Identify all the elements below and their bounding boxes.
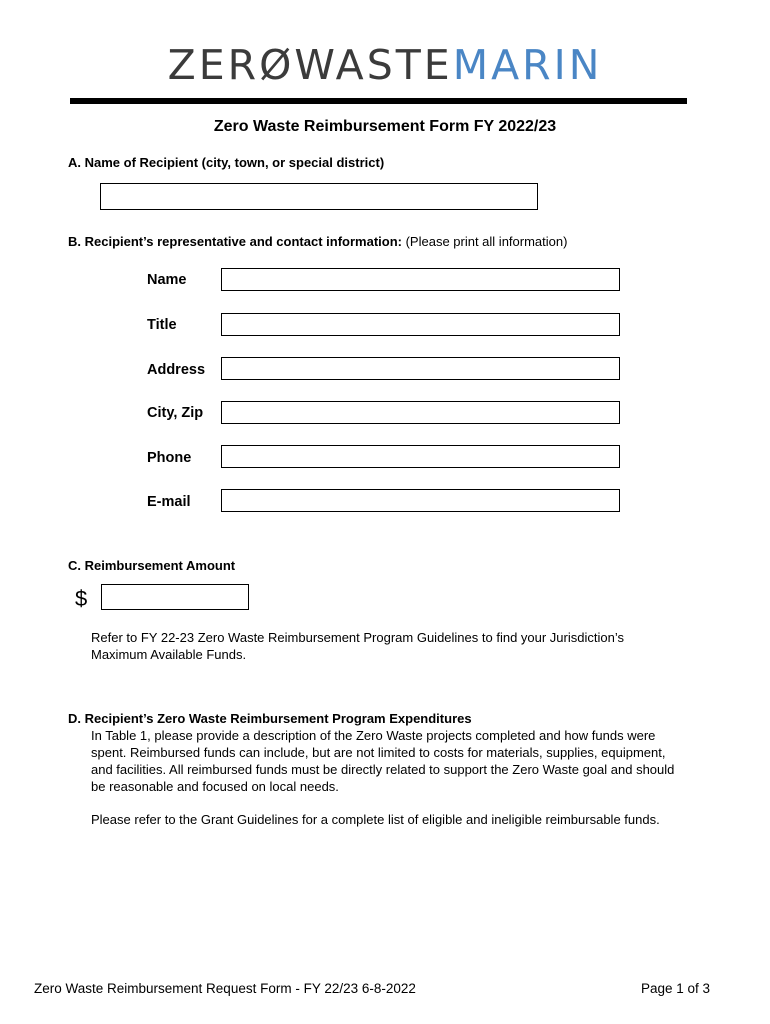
zero-waste-marin-logo (0, 42, 770, 88)
section-d-line: spent. Reimbursed funds can include, but are not limited to costs for materials, supplies, equipment, (91, 745, 666, 760)
reimbursement-amount-field[interactable] (101, 584, 249, 610)
section-b-heading: B. Recipient’s representative and contact information: (68, 234, 402, 249)
section-a-label: A. Name of Recipient (city, town, or special district) (68, 155, 385, 170)
section-b-label (68, 234, 567, 249)
email-label: E-mail (147, 494, 191, 510)
recipient-name-field[interactable] (100, 183, 538, 210)
section-c-label: C. Reimbursement Amount (68, 558, 236, 573)
section-c-note (91, 629, 731, 663)
header-divider (70, 98, 687, 104)
phone-label: Phone (147, 450, 192, 466)
city-zip-label: City, Zip (147, 405, 204, 421)
section-c-note-line: Refer to FY 22-23 Zero Waste Reimbursement Program Guidelines to find your Jurisdiction’s (91, 630, 624, 645)
section-d-line: be reasonable and focused on local needs. (91, 779, 339, 794)
name-label: Name (147, 272, 187, 288)
name-field[interactable] (221, 268, 620, 291)
section-d-heading: D. Recipient’s Zero Waste Reimbursement Program Expenditures (68, 711, 472, 726)
form-title: Zero Waste Reimbursement Form FY 2022/23 (213, 118, 557, 135)
logo-text-zerowaste: ZERØWASTE (167, 41, 453, 89)
section-c-note-line: Maximum Available Funds. (91, 647, 247, 662)
section-d-line: In Table 1, please provide a description of the Zero Waste projects completed and how funds were (91, 728, 656, 743)
phone-field[interactable] (221, 445, 620, 468)
address-field[interactable] (221, 357, 620, 380)
city-zip-field[interactable] (221, 401, 620, 424)
logo-text-marin: MARIN (452, 41, 603, 89)
footer-form-id: Zero Waste Reimbursement Request Form - FY 22/23 6-8-2022 (34, 981, 416, 996)
title-field[interactable] (221, 313, 620, 336)
title-label: Title (147, 317, 177, 333)
section-d-body (91, 727, 751, 795)
section-d-line: and facilities. All reimbursed funds must be directly related to support the Zero Waste goal and should (91, 762, 675, 777)
dollar-sign: $ (75, 586, 88, 611)
section-d-note: Please refer to the Grant Guidelines for a complete list of eligible and ineligible reimbursable funds. (91, 812, 660, 827)
footer-page-number: Page 1 of 3 (640, 981, 710, 996)
section-b-note: (Please print all information) (401, 234, 568, 249)
address-label: Address (147, 362, 206, 378)
email-field[interactable] (221, 489, 620, 512)
